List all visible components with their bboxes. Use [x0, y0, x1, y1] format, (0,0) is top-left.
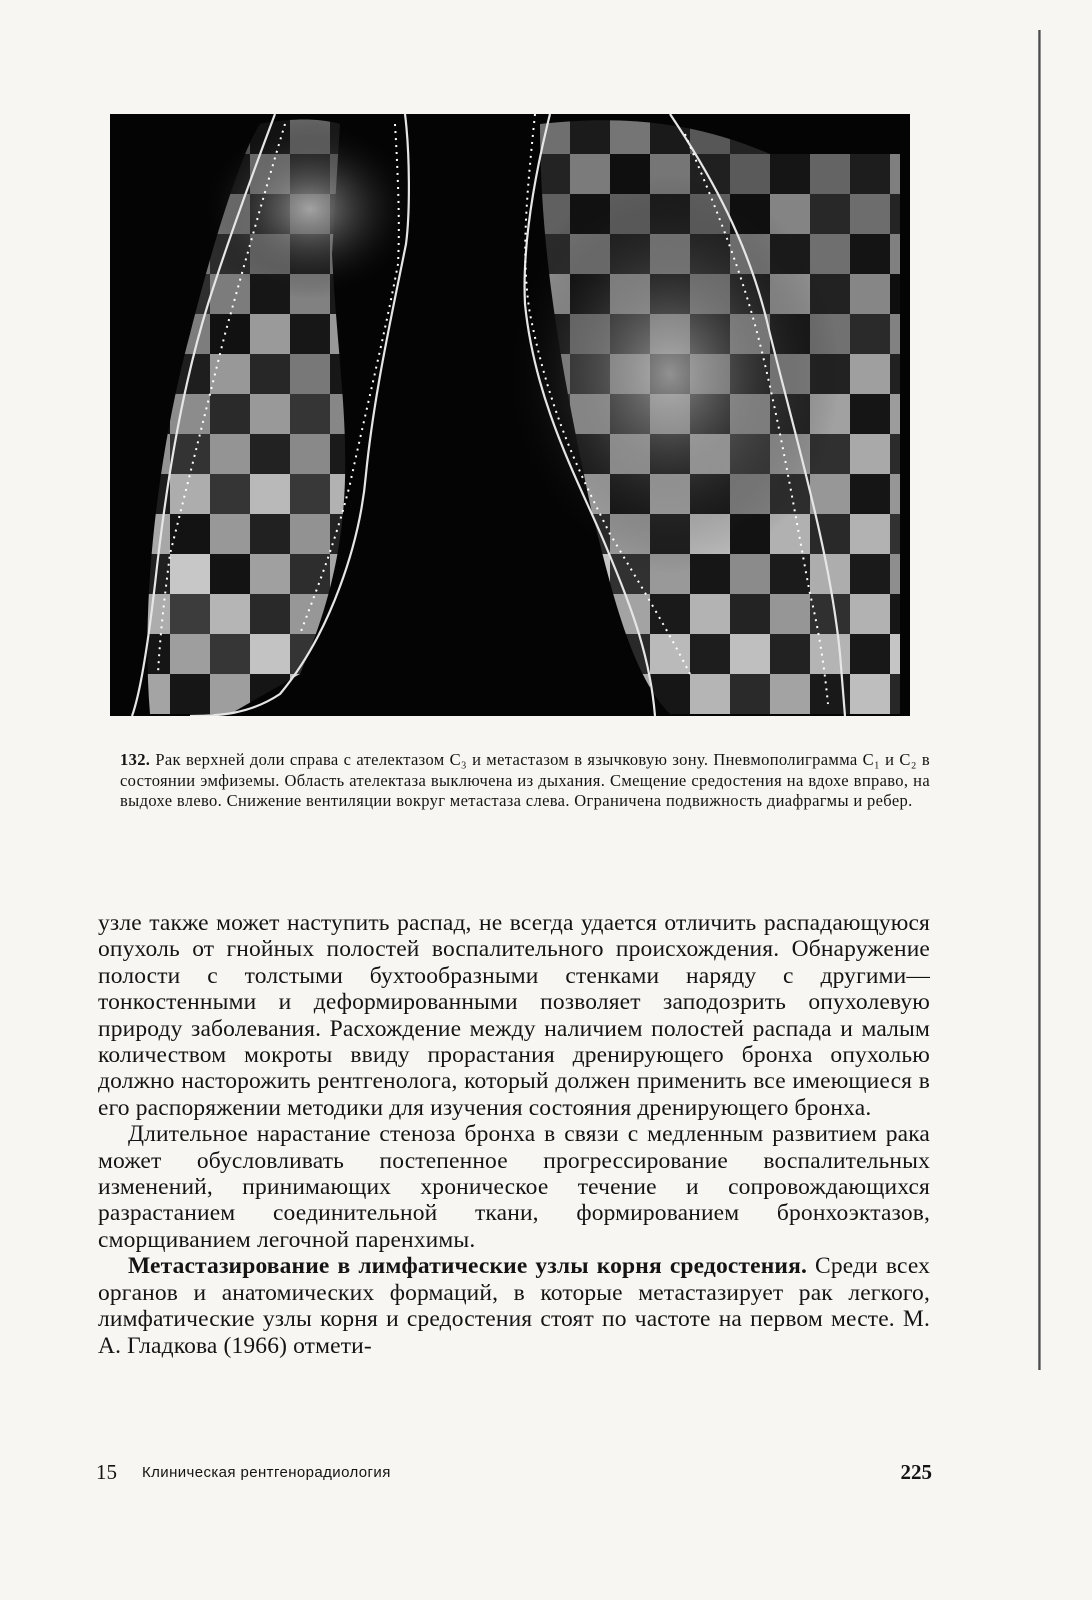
paragraph-continued: узле также может наступить распад, не всегда удается отличить распадающуюся опухоль от гнойных полостей воспалительного происхождения. Обнаружение полости с толстыми бухтообразными стенками наряду с другими—тонкостенными и деформированными позволяет заподозрить опухолевую природу заболевания. Расхождение между наличием полостей распада и малым количеством мокроты ввиду прорастания дренирующего бронха опухолью должно насторожить рентгенолога, который должен применить все имеющиеся в его распоряжении методики для изучения состояния дренирующего бронха.	[98, 910, 930, 1121]
signature-mark: 15	[96, 1460, 117, 1484]
figure-caption	[120, 750, 930, 812]
page-edge-shadow	[1038, 30, 1041, 1370]
caption-text: Рак верхней доли справа с ателектазом C₃ и метастазом в язычковую зону. Пневмополиграмма C₁ и C₂ в состоянии эмфиземы. Область ателектаза выключена из дыхания. Смещение средостения на вдохе вправо, на выдохе влево. Снижение вентиляции вокруг метастаза слева. Ограничена подвижность диафрагмы и ребер.	[120, 750, 930, 810]
page-footer	[96, 1460, 932, 1486]
paragraph-stenosis: Длительное нарастание стеноза бронха в связи с медленным развитием рака может обусловливать постепенное прогрессирование воспалительных изменений, принимающих хроническое течение и сопровождающихся разрастанием соединительной ткани, формированием бронхоэктазов, сморщиванием легочной паренхимы.	[98, 1121, 930, 1253]
radiograph-image	[110, 114, 910, 716]
page-number: 225	[900, 1460, 932, 1484]
figure-number: 132.	[120, 750, 151, 769]
main-text	[98, 910, 930, 1359]
section-text: Среди всех органов и анатомических формаций, в которые метастазирует рак легкого, лимфатические узлы корня и средостения стоят по частоте на первом месте. М. А. Гладкова (1966) отмети-	[98, 1253, 931, 1359]
paragraph-metastasis	[98, 1253, 930, 1359]
figure-radiograph	[110, 114, 910, 716]
section-run-in-heading: Метастазирование в лимфатические узлы корня средостения.	[128, 1253, 807, 1280]
running-title: Клиническая рентгенорадиология	[142, 1464, 391, 1481]
